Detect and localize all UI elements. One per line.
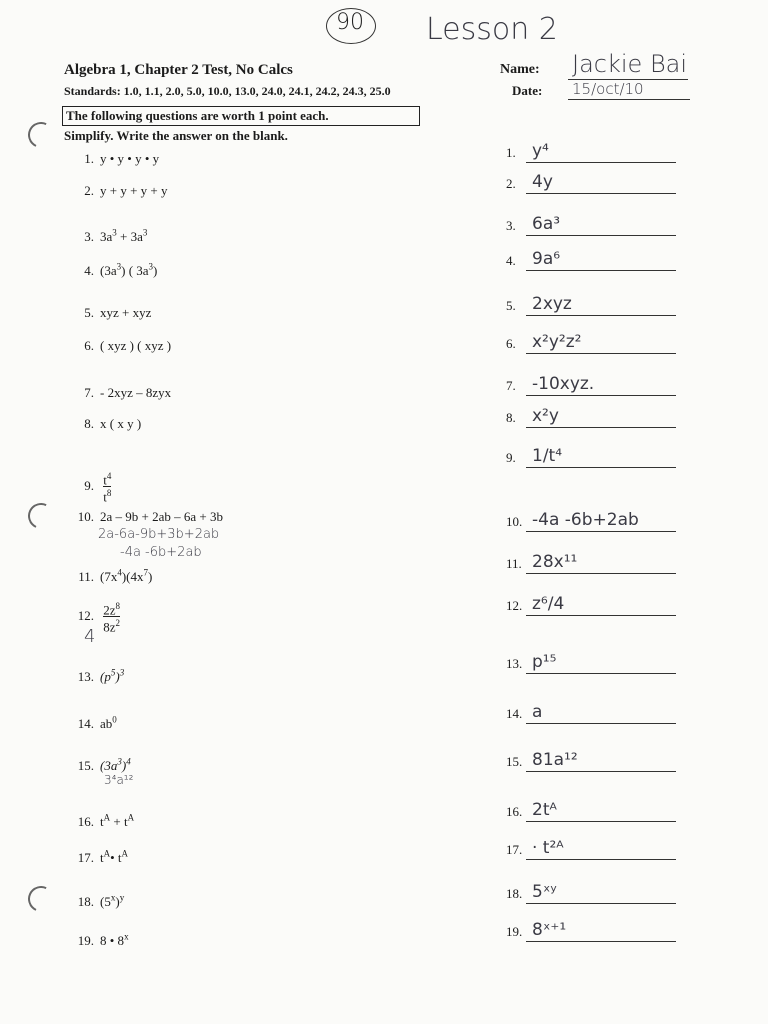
answer-blank[interactable]: 11. 28x¹¹ [506, 554, 676, 574]
answer-blank[interactable]: 8. x²y [506, 408, 676, 428]
question: 8. x ( x y ) [84, 416, 142, 431]
answer-blank[interactable]: 10. -4a -6b+2ab [506, 512, 676, 532]
question: 1. y • y • y • y [84, 151, 160, 166]
answer-blank[interactable]: 13. p¹⁵ [506, 654, 676, 674]
answer-blank[interactable]: 14. a [506, 704, 676, 724]
answer-blank[interactable]: 4. 9a⁶ [506, 251, 676, 271]
question: 19. 8 • 8$^x$ [77, 932, 129, 949]
question: 7. - 2xyz – 8zyx [84, 385, 172, 400]
answer-blank[interactable]: 16. 2tᴬ [506, 802, 676, 822]
page-title: Algebra 1, Chapter 2 Test, No Calcs [64, 62, 293, 78]
binder-hole [24, 499, 57, 532]
question: 18. $(5^x)^y$ [77, 893, 125, 910]
boxed-note: The following questions are worth 1 point each. [62, 106, 420, 126]
answer-blank[interactable]: 2. 4y [506, 174, 676, 194]
question: 5. xyz + xyz [84, 305, 152, 320]
question: 2. y + y + y + y [84, 183, 168, 198]
binder-hole [24, 118, 57, 151]
question: 12. $2z^8$ $8z^2$ [77, 601, 121, 635]
answer-blank[interactable]: 17. · t²ᴬ [506, 840, 676, 860]
work-q10-line1: 2a-6a-9b+3b+2ab [98, 527, 220, 542]
date-value: 15/oct/10 [572, 80, 644, 98]
answer-blank[interactable]: 1. y⁴ [506, 143, 676, 163]
question: 6. ( xyz ) ( xyz ) [84, 338, 172, 353]
work-q15-side: 3⁴a¹² [104, 773, 134, 787]
name-label: Name: [500, 62, 540, 77]
question: 9. $t^4$ $t^8$ [84, 471, 112, 505]
answer-blank[interactable]: 15. 81a¹² [506, 752, 676, 772]
answer-blank[interactable]: 3. 6a³ [506, 216, 676, 236]
question: 16. $t^A + t^A$ [77, 813, 135, 830]
answer-blank[interactable]: 19. 8ˣ⁺¹ [506, 922, 676, 942]
question: 14. $ab^0$ [77, 715, 117, 732]
question: 11. $(7x^4)(4x^7)$ [78, 568, 153, 585]
date-label: Date: [512, 83, 543, 98]
question: 15. $(3a^3)^4$ [77, 757, 131, 774]
lesson-label: Lesson 2 [426, 12, 558, 47]
question: 3. $3a^3 + 3a^3$ [84, 228, 148, 245]
answer-blank[interactable]: 12. z⁶/4 [506, 596, 676, 616]
question: 13. $(p^5)^3$ [77, 668, 125, 685]
answer-blank[interactable]: 18. 5ˣʸ [506, 884, 676, 904]
date-line [568, 99, 690, 100]
standards: Standards: 1.0, 1.1, 2.0, 5.0, 10.0, 13.0, 24.0, 24.1, 24.2, 24.3, 25.0 [64, 84, 391, 98]
work-q12-side: 4 [84, 626, 96, 647]
work-q10-line2: -4a -6b+2ab [120, 545, 202, 560]
answer-blank[interactable]: 9. 1/t⁴ [506, 448, 676, 468]
question: 4. $(3a^3)$ ( $3a^3$) [84, 262, 158, 279]
answer-blank[interactable]: 5. 2xyz [506, 296, 676, 316]
answer-blank[interactable]: 7. -10xyz. [506, 376, 676, 396]
binder-hole [24, 882, 57, 915]
name-value: Jackie Bai [572, 50, 688, 78]
question: 10. 2a – 9b + 2ab – 6a + 3b [77, 509, 223, 524]
instructions: Simplify. Write the answer on the blank. [64, 128, 288, 143]
score-value: 90 [336, 10, 364, 35]
question: 17. $t^A•$ $t^A$ [77, 849, 129, 866]
answer-blank[interactable]: 6. x²y²z² [506, 334, 676, 354]
